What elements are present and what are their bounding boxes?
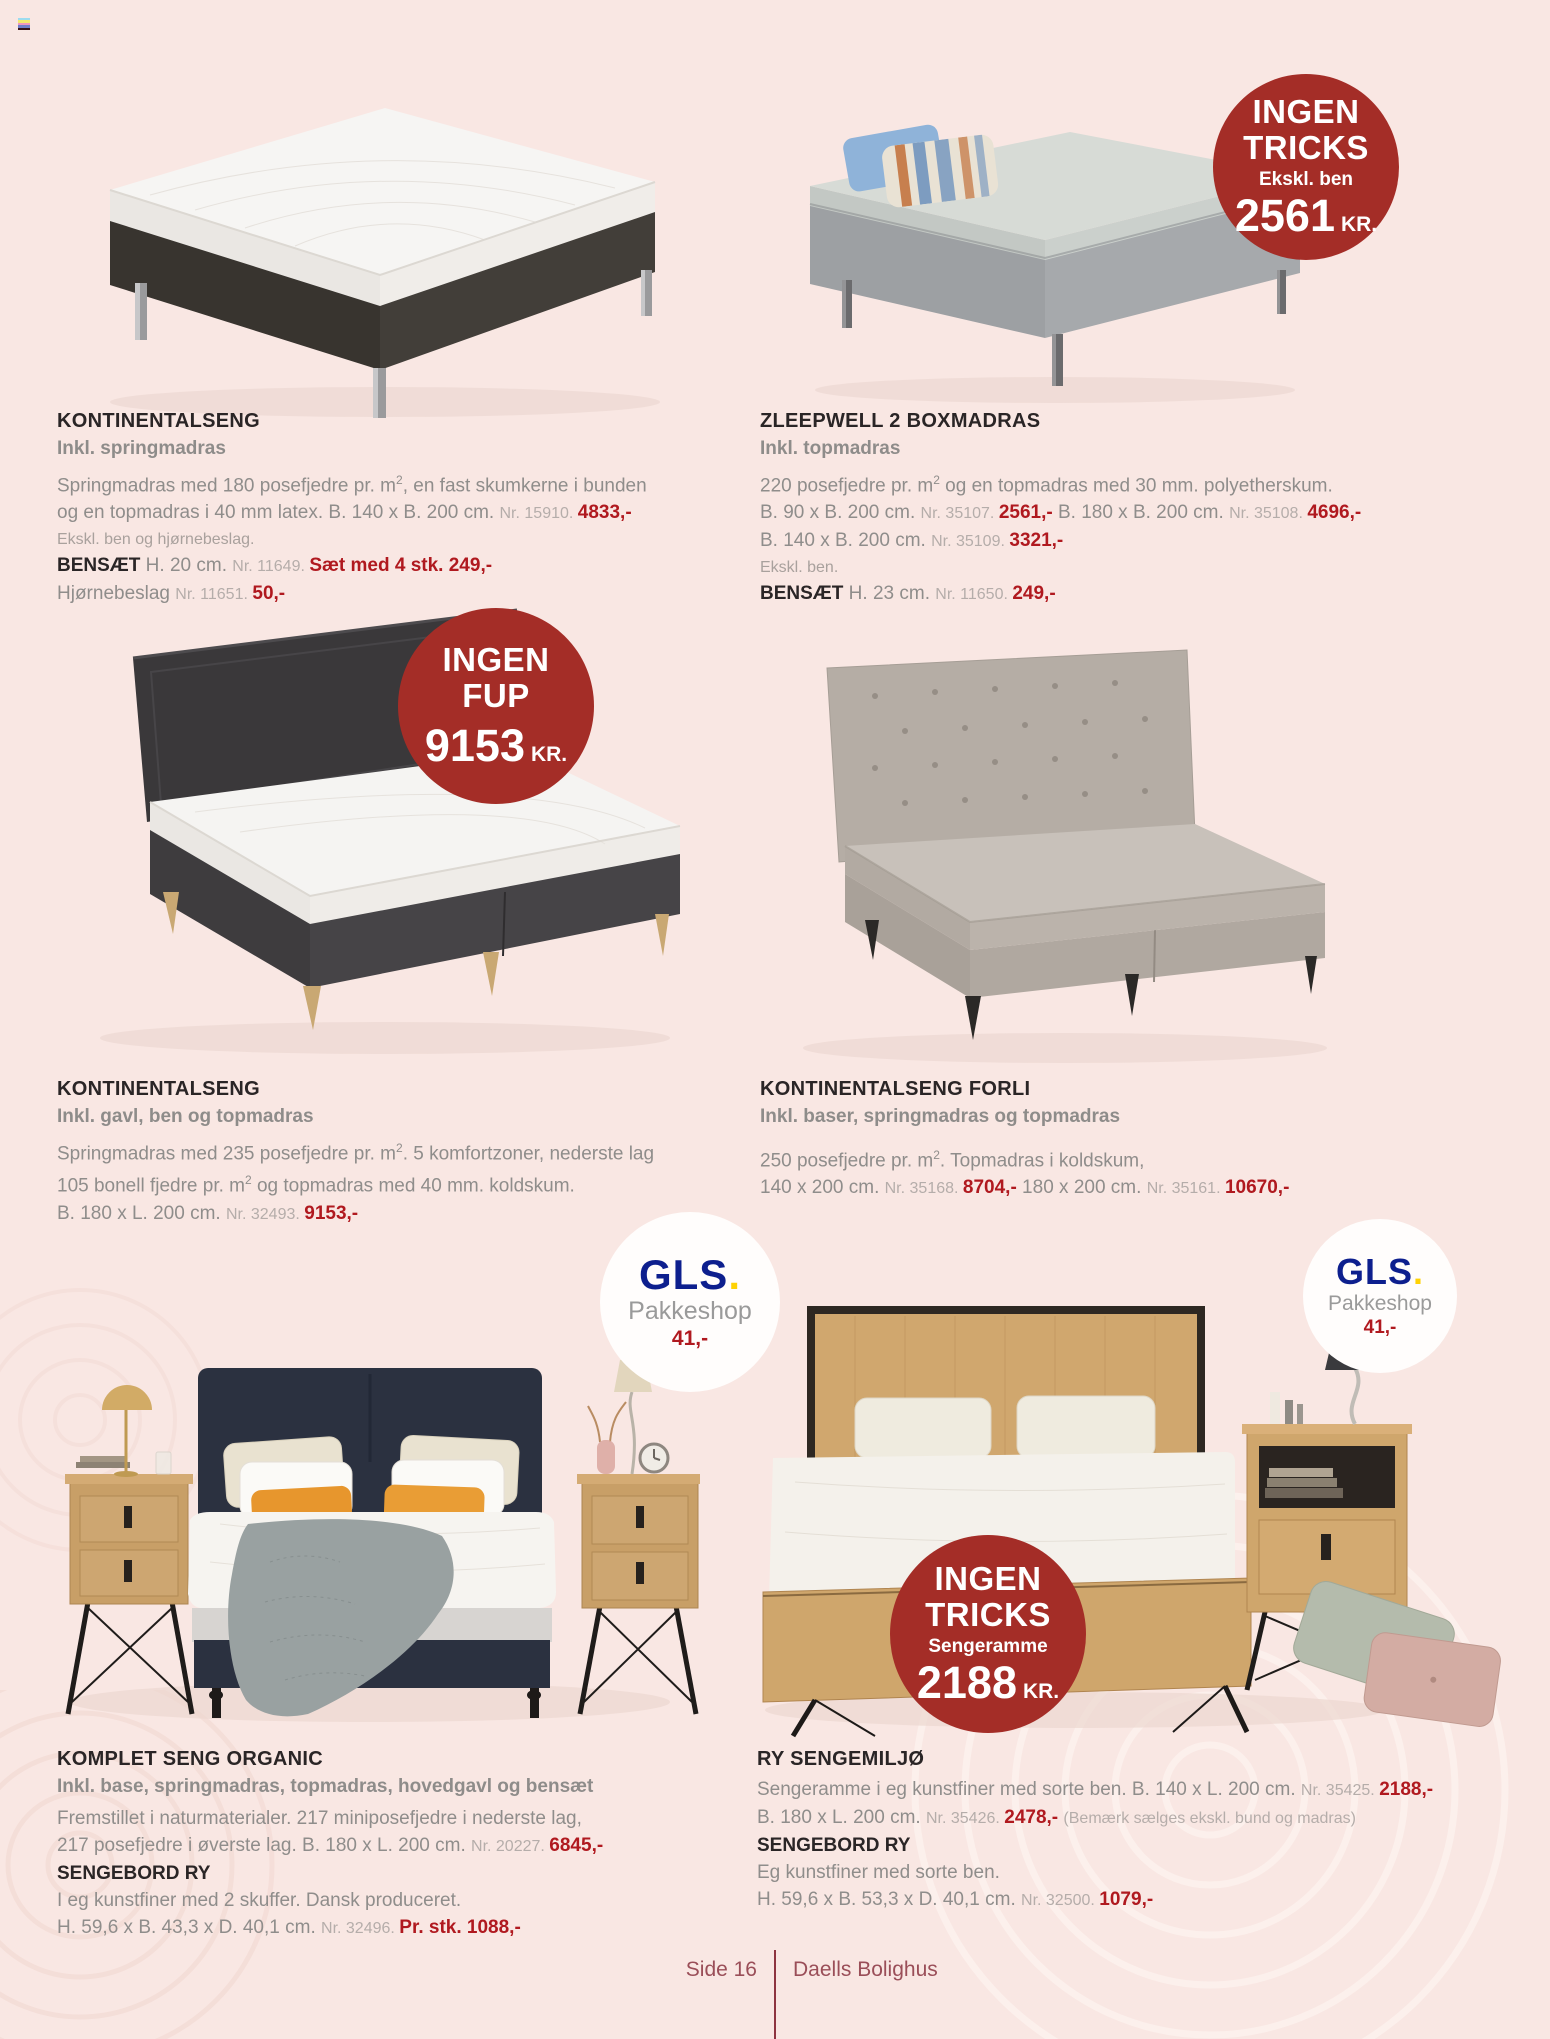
product-photo-komplet-seng-organic	[40, 1262, 700, 1740]
candle	[1270, 1392, 1280, 1424]
product-line: 105 bonell fjedre pr. $m^2$ og topmadras med 40 mm. koldskum.	[57, 1173, 575, 1197]
product-line: H. 59,6 x B. 53,3 x D. 40,1 cm. Nr. 32500. 1079,-	[757, 1889, 1154, 1910]
nightstand-left	[65, 1452, 193, 1714]
product-line: B. 140 x B. 200 cm. Nr. 35109. 3321,-	[760, 530, 1064, 552]
product-title: KONTINENTALSENG	[57, 410, 261, 432]
figurine	[1285, 1400, 1293, 1424]
gls-price: 41,-	[1363, 1317, 1397, 1338]
product-subtitle: Inkl. springmadras	[57, 438, 226, 459]
product-line: og en topmadras i 40 mm latex. B. 140 x B. 200 cm. Nr. 15910. 4833,-	[57, 502, 632, 524]
product-block-ry	[757, 1748, 1497, 1914]
product-line: H. 59,6 x B. 43,3 x D. 40,1 cm. Nr. 32496. Pr. stk. 1088,-	[57, 1917, 521, 1938]
product-title: KONTINENTALSENG FORLI	[760, 1078, 1031, 1100]
product-line: 140 x 200 cm. Nr. 35168. 8704,- 180 x 200 cm. Nr. 35161. 10670,-	[760, 1177, 1290, 1199]
gls-logo-dot: .	[728, 1250, 741, 1298]
gls-service-label: Pakkeshop	[628, 1296, 752, 1325]
product-line: B. 90 x B. 200 cm. Nr. 35107. 2561,- B. 180 x B. 200 cm. Nr. 35108. 4696,-	[760, 502, 1362, 524]
badge-price-unit: KR.	[1022, 1680, 1060, 1703]
product-line: Ekskl. ben og hjørnebeslag.	[57, 531, 255, 549]
gls-logo	[638, 1250, 741, 1298]
books	[1265, 1468, 1343, 1498]
badge-price	[425, 722, 567, 770]
badge-price-unit: KR.	[530, 743, 568, 766]
product-line: B. 180 x L. 200 cm. Nr. 32493. 9153,-	[57, 1202, 359, 1224]
footer-divider	[774, 1950, 776, 2039]
badge-line2: TRICKS	[1243, 129, 1369, 166]
product-line: Hjørnebeslag Nr. 11651. 50,-	[57, 583, 286, 605]
product-block-kontinentalseng-gavl	[57, 1078, 717, 1228]
badge-note: Ekskl. ben	[1259, 169, 1353, 190]
product-title: KOMPLET SENG ORGANIC	[57, 1748, 324, 1770]
badge-line2: TRICKS	[925, 1596, 1051, 1633]
product-title: RY SENGEMILJØ	[757, 1748, 925, 1770]
promo-badge-ingen-tricks-top	[1213, 74, 1399, 260]
product-subtitle: Inkl. topmadras	[760, 438, 901, 459]
alarm-clock	[640, 1444, 668, 1472]
product-line: 220 posefjedre pr. $m^2$ og en topmadras med 30 mm. polyetherskum.	[760, 473, 1333, 497]
product-title: KONTINENTALSENG	[57, 1078, 261, 1100]
gls-pakkeshop-badge-left	[600, 1212, 780, 1392]
product-block-forli	[760, 1078, 1460, 1202]
product-line: 217 posefjedre i øverste lag. B. 180 x L. 200 cm. Nr. 20227. 6845,-	[57, 1835, 604, 1856]
gls-service-label: Pakkeshop	[1328, 1292, 1432, 1315]
gls-logo	[1336, 1253, 1424, 1291]
product-line: Springmadras med 235 posefjedre pr. $m^2$. 5 komfortzoner, nederste lag	[57, 1141, 655, 1165]
promo-badge-ingen-fup	[398, 608, 594, 804]
badge-line1: INGEN	[934, 1560, 1042, 1597]
product-line: B. 180 x L. 200 cm. Nr. 35426. 2478,- (Bemærk sælges ekskl. bund og madras)	[757, 1807, 1356, 1828]
product-photo-kontinentalseng-gavl	[55, 600, 685, 1060]
nightstand-right	[577, 1474, 700, 1714]
figurine	[1297, 1404, 1303, 1424]
product-line: Ekskl. ben.	[760, 559, 839, 577]
badge-price-number: 2188	[916, 1657, 1017, 1708]
product-subtitle: Inkl. base, springmadras, topmadras, hovedgavl og bensæt	[57, 1776, 594, 1797]
page-number: Side 16	[685, 1958, 757, 1981]
badge-price-number: 2561	[1234, 190, 1335, 241]
books	[76, 1462, 130, 1468]
badge-note: Sengeramme	[928, 1636, 1048, 1657]
product-line: Sengeramme i eg kunstfiner med sorte ben. B. 140 x L. 200 cm. Nr. 35425. 2188,-	[757, 1779, 1434, 1800]
badge-price-unit: KR.	[1340, 213, 1378, 236]
product-line: SENGEBORD RY	[57, 1863, 211, 1884]
product-block-organic	[57, 1748, 717, 1942]
gls-price: 41,-	[671, 1326, 709, 1350]
badge-line1: INGEN	[1252, 93, 1360, 130]
gls-pakkeshop-badge-right	[1303, 1219, 1457, 1373]
gls-logo-dot: .	[1413, 1251, 1425, 1292]
product-block-kontinentalseng	[57, 410, 717, 608]
product-title: ZLEEPWELL 2 BOXMADRAS	[760, 410, 1041, 432]
badge-price	[917, 1659, 1059, 1707]
promo-badge-ingen-tricks-bottom	[890, 1535, 1086, 1733]
product-line: Springmadras med 180 posefjedre pr. $m^2$, en fast skumkerne i bunden	[57, 473, 647, 497]
product-line: Fremstillet i naturmaterialer. 217 miniposefjedre i nederste lag,	[57, 1808, 582, 1829]
badge-price-number: 9153	[424, 720, 525, 771]
badge-line1: INGEN	[442, 641, 550, 678]
product-line: BENSÆT H. 23 cm. Nr. 11650. 249,-	[760, 583, 1056, 605]
product-subtitle: Inkl. gavl, ben og topmadras	[57, 1106, 314, 1127]
product-line: BENSÆT H. 20 cm. Nr. 11649. Sæt med 4 stk. 249,-	[57, 555, 493, 577]
water-glass	[156, 1452, 171, 1474]
product-photo-kontinentalseng	[55, 70, 680, 420]
product-line: SENGEBORD RY	[757, 1835, 911, 1856]
product-line: Eg kunstfiner med sorte ben.	[757, 1862, 1000, 1883]
pillow	[1017, 1396, 1155, 1458]
bed-organic	[188, 1368, 556, 1718]
gls-logo-text: GLS	[638, 1250, 729, 1298]
print-color-mark	[18, 18, 30, 30]
product-photo-kontinentalseng-forli	[765, 630, 1355, 1070]
badge-price	[1235, 192, 1377, 240]
brand-name: Daells Bolighus	[793, 1958, 938, 1981]
badge-line2: FUP	[462, 677, 530, 714]
vase	[588, 1402, 626, 1474]
pillow	[855, 1398, 991, 1458]
product-line: I eg kunstfiner med 2 skuffer. Dansk produceret.	[57, 1890, 462, 1911]
gls-logo-text: GLS	[1335, 1251, 1413, 1292]
product-subtitle: Inkl. baser, springmadras og topmadras	[760, 1106, 1121, 1127]
product-line: 250 posefjedre pr. $m^2$. Topmadras i koldskum,	[760, 1148, 1145, 1172]
product-block-zleepwell	[760, 410, 1460, 608]
